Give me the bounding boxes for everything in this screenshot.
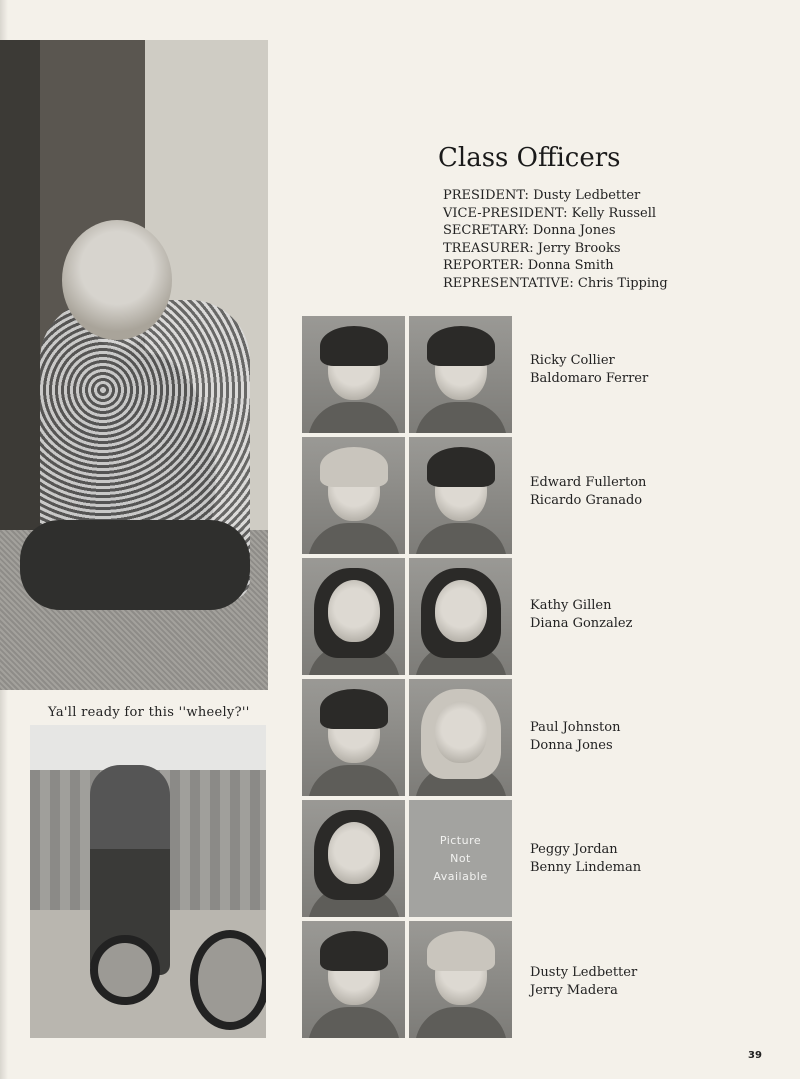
student-name: Dusty Ledbetter bbox=[530, 965, 638, 980]
page-number: 39 bbox=[748, 1050, 762, 1061]
officer-president: PRESIDENT: Dusty Ledbetter bbox=[443, 188, 641, 203]
portrait-photo bbox=[302, 921, 405, 1038]
student-head bbox=[62, 220, 172, 340]
portrait-row bbox=[302, 921, 514, 1042]
portrait-photo bbox=[302, 316, 405, 433]
student-name: Peggy Jordan bbox=[530, 842, 618, 857]
row-names bbox=[530, 964, 680, 1000]
portrait-row bbox=[302, 316, 514, 437]
portrait-photo bbox=[409, 316, 512, 433]
student-name: Edward Fullerton bbox=[530, 475, 647, 490]
student-name: Benny Lindeman bbox=[530, 860, 642, 875]
student-name: Ricky Collier bbox=[530, 353, 615, 368]
page-title: Class Officers bbox=[438, 143, 621, 173]
portrait-photo bbox=[302, 800, 405, 917]
student-name: Donna Jones bbox=[530, 738, 613, 753]
student-name: Ricardo Granado bbox=[530, 493, 643, 508]
row-names bbox=[530, 352, 680, 388]
photo-caption: Ya'll ready for this ''wheely?'' bbox=[48, 705, 250, 720]
picture-not-available-placeholder bbox=[409, 800, 512, 917]
portrait-photo bbox=[302, 558, 405, 675]
officers-list bbox=[443, 187, 668, 293]
officer-reporter: REPORTER: Donna Smith bbox=[443, 258, 614, 274]
portrait-photo bbox=[302, 437, 405, 554]
student-name: Jerry Madera bbox=[530, 983, 618, 998]
front-wheel bbox=[190, 930, 266, 1030]
candid-photo-students bbox=[0, 40, 268, 690]
portrait-photo bbox=[409, 921, 512, 1038]
row-names bbox=[530, 841, 680, 877]
portrait-photo bbox=[409, 679, 512, 796]
row-names bbox=[530, 719, 680, 755]
student-name: Baldomaro Ferrer bbox=[530, 371, 649, 386]
portrait-photo bbox=[409, 558, 512, 675]
rear-wheel bbox=[90, 935, 160, 1005]
portrait-row bbox=[302, 679, 514, 800]
placeholder-text: Picture Not Available bbox=[433, 833, 488, 883]
portrait-row bbox=[302, 800, 514, 921]
motorcycle-photo bbox=[30, 725, 266, 1038]
officer-secretary: SECRETARY: Donna Jones bbox=[443, 223, 616, 239]
portrait-row bbox=[302, 437, 514, 558]
row-names bbox=[530, 474, 680, 510]
student-legs bbox=[20, 520, 250, 610]
officer-representative: REPRESENTATIVE: Chris Tipping bbox=[443, 275, 668, 291]
row-names bbox=[530, 597, 680, 633]
student-name: Paul Johnston bbox=[530, 720, 621, 735]
portrait-photo bbox=[409, 437, 512, 554]
student-name: Kathy Gillen bbox=[530, 598, 612, 613]
officer-vice-president: VICE-PRESIDENT: Kelly Russell bbox=[443, 205, 657, 221]
portrait-row bbox=[302, 558, 514, 679]
student-name: Diana Gonzalez bbox=[530, 616, 633, 631]
officer-treasurer: TREASURER: Jerry Brooks bbox=[443, 240, 621, 256]
portrait-photo bbox=[302, 679, 405, 796]
portrait-grid bbox=[302, 316, 514, 1042]
